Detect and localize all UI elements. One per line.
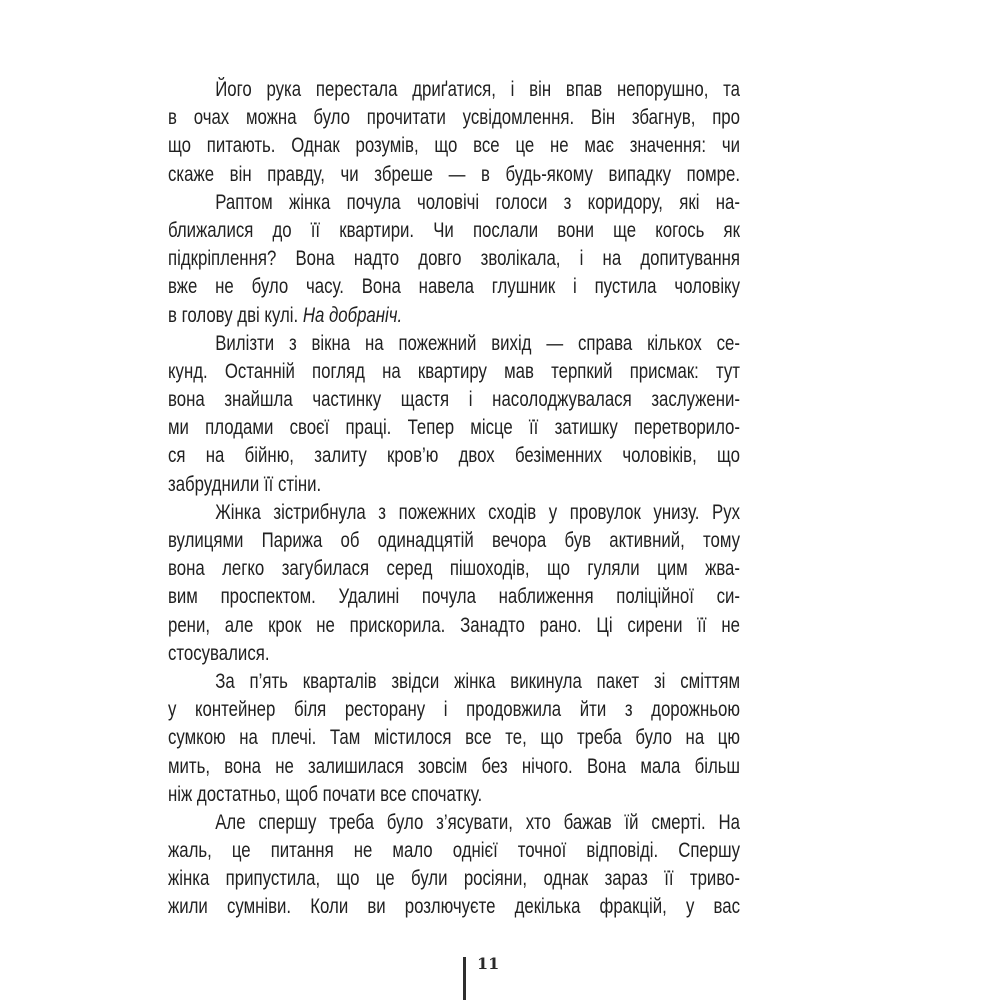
body-text: жінка припустила, що це були росіяни, однак зараз її триво- (168, 867, 740, 891)
text-line (168, 809, 740, 837)
paragraph (168, 809, 740, 922)
text-line (168, 499, 740, 527)
text-line (168, 273, 740, 301)
paragraph (168, 668, 740, 809)
body-text: ми плодами своєї праці. Тепер місце її затишку перетворило- (168, 416, 740, 440)
body-text: в голову дві кулі. (168, 303, 303, 327)
body-text: у контейнер біля ресторану і продовжила йти з дорожньою (168, 698, 740, 722)
text-line (168, 527, 740, 555)
page-number-rule (463, 957, 466, 1000)
body-text: підкріплення? Вона надто довго зволікала, і на допитування (168, 247, 740, 271)
body-text: кунд. Останній погляд на квартиру мав терпкий присмак: тут (168, 359, 740, 383)
body-text: ніж достатньо, щоб почати все спочатку. (168, 782, 483, 806)
body-text: вулицями Парижа об одинадцятій вечора був активний, тому (168, 529, 740, 552)
text-line (168, 161, 740, 189)
body-text: забруднили її стіни. (168, 472, 322, 496)
body-text: рени, але крок не прискорила. Занадто рано. Ці сирени її не (168, 613, 740, 637)
text-line (168, 217, 740, 245)
body-text: Раптом жінка почула чоловічі голоси з коридору, які на- (215, 190, 740, 214)
body-text: вона легко загубилася серед пішоходів, що гуляли цим жва- (168, 557, 740, 581)
text-line (168, 414, 740, 442)
body-text: Але спершу треба було з’ясувати, хто бажав їй смерті. На (215, 810, 740, 834)
page-number: 11 (477, 954, 500, 973)
body-text: ближалися до її квартири. Чи послали вони ще когось як (168, 218, 740, 242)
body-text: стосувалися. (168, 641, 270, 665)
text-line (168, 358, 740, 386)
body-text: мить, вона не залишилася зовсім без нічого. Вона мала більш (168, 754, 740, 778)
text-line (168, 132, 740, 160)
page-text (168, 76, 740, 922)
paragraph (168, 499, 740, 668)
text-line (168, 724, 740, 752)
body-text: ся на бійню, залиту кров’ю двох безіменних чоловіків, що (168, 444, 740, 468)
body-text: що питають. Однак розумів, що все це не має значення: чи (168, 134, 740, 158)
paragraph (168, 189, 740, 330)
text-line (168, 837, 740, 865)
text-line (168, 583, 740, 611)
body-text: Жінка зістрибнула з пожежних сходів у провулок унизу. Рух (215, 500, 740, 524)
text-line (168, 76, 740, 104)
text-line (168, 189, 740, 217)
text-line (168, 302, 740, 330)
body-text: вона знайшла частинку щастя і насолоджувалася заслужени- (168, 388, 740, 412)
paragraph (168, 76, 740, 189)
paragraph (168, 330, 740, 499)
text-line (168, 612, 740, 640)
body-text: скаже він правду, чи збреше — в будь-якому випадку помре. (168, 162, 740, 186)
text-line (168, 386, 740, 414)
text-line (168, 471, 740, 499)
text-line (168, 555, 740, 583)
body-text: сумкою на плечі. Там містилося все те, що треба було на цю (168, 726, 740, 750)
text-line (168, 442, 740, 470)
text-line (168, 753, 740, 781)
body-text: Вилізти з вікна на пожежний вихід — справа кількох се- (215, 331, 740, 355)
body-text: вим проспектом. Удалині почула наближення поліційної си- (168, 585, 740, 609)
text-line (168, 104, 740, 132)
italic-text: На добраніч. (302, 303, 403, 327)
body-text: Його рука перестала дриґатися, і він впав непорушно, та (215, 78, 740, 101)
text-line (168, 245, 740, 273)
text-line (168, 865, 740, 893)
body-text: жаль, це питання не мало однієї точної відповіді. Спершу (168, 839, 740, 863)
text-line (168, 330, 740, 358)
text-line (168, 893, 740, 921)
body-text: в очах можна було прочитати усвідомлення. Він збагнув, про (168, 106, 740, 130)
text-line (168, 668, 740, 696)
text-line (168, 640, 740, 668)
body-text: жили сумніви. Коли ви розлючуєте декілька фракцій, у вас (168, 895, 740, 919)
text-line (168, 696, 740, 724)
text-line (168, 781, 740, 809)
body-text: вже не було часу. Вона навела глушник і пустила чоловіку (168, 275, 740, 299)
body-text: За п’ять кварталів звідси жінка викинула пакет зі сміттям (215, 669, 740, 693)
